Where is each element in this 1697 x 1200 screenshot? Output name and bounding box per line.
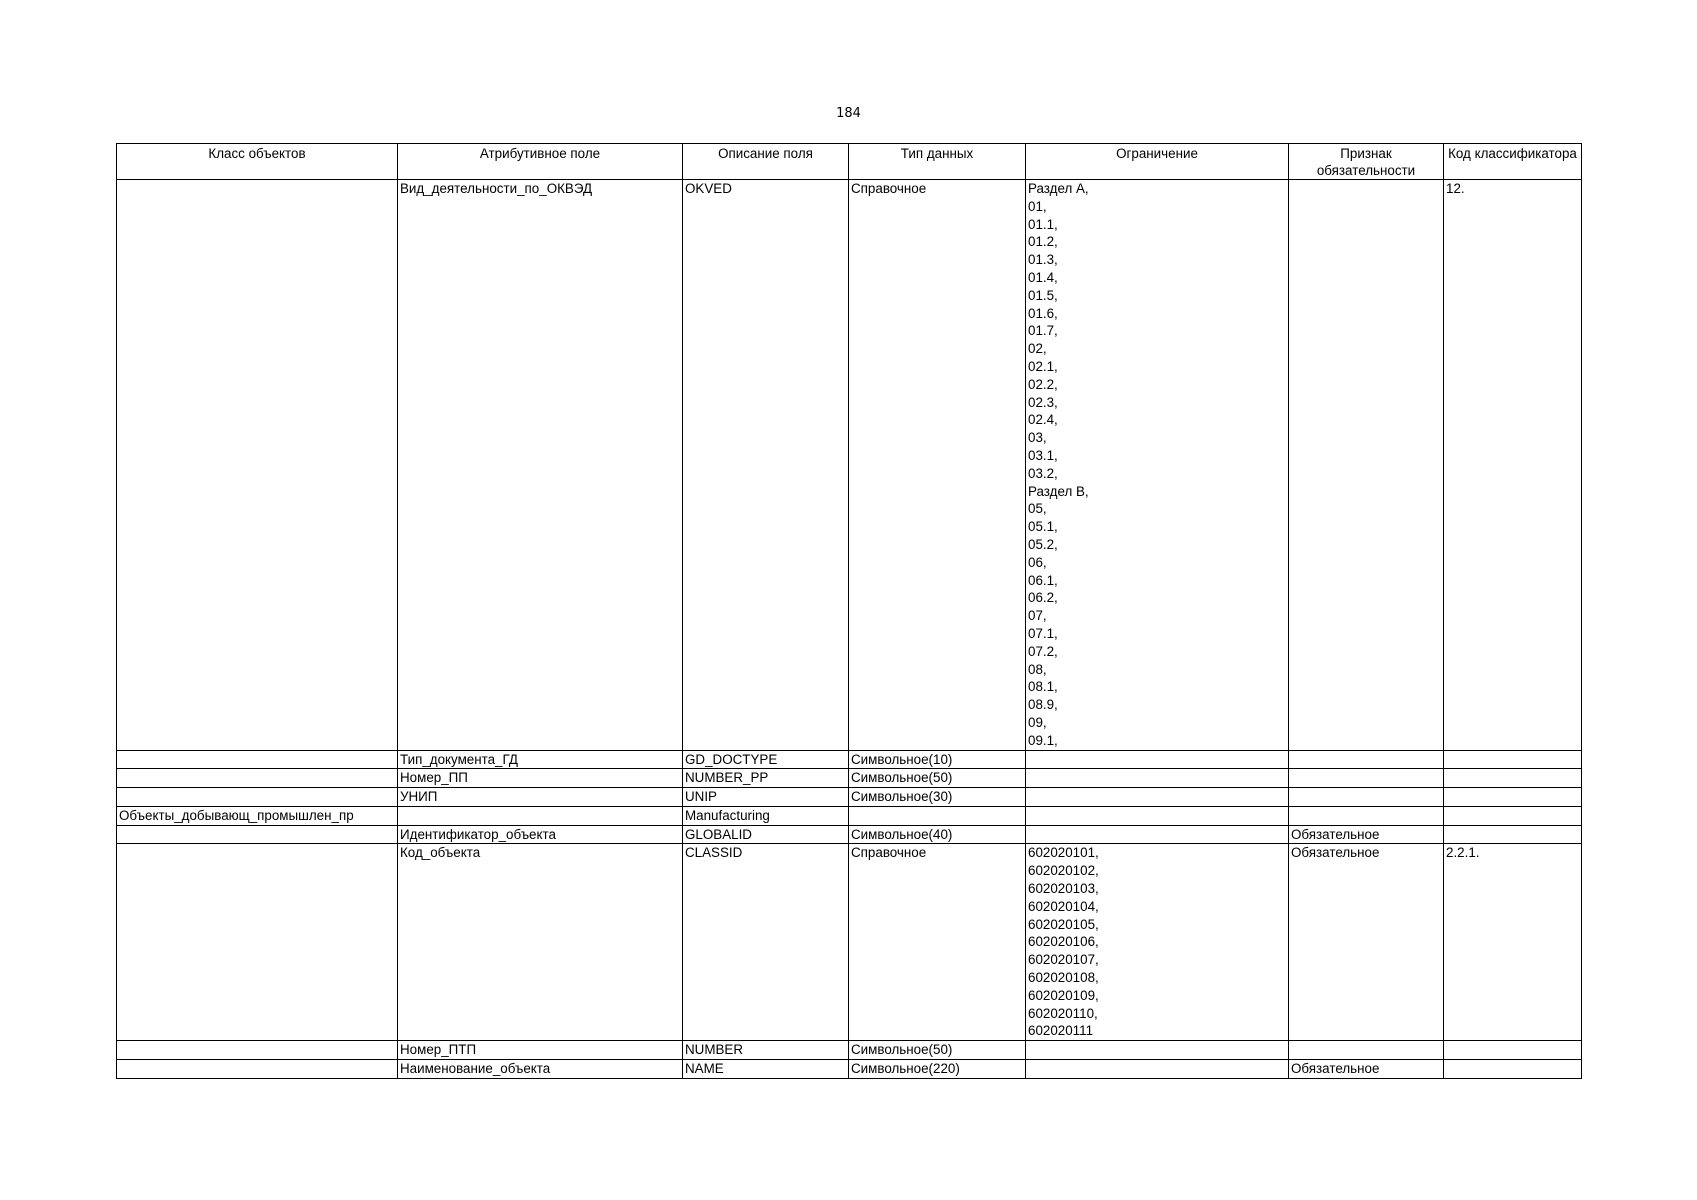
constraint-line: 01, <box>1028 198 1047 214</box>
cell-description: GD_DOCTYPE <box>683 750 849 769</box>
cell-attribute: Номер_ПТП <box>398 1041 683 1060</box>
cell-attribute: Номер_ПП <box>398 769 683 788</box>
constraint-line: 03.1, <box>1028 447 1058 463</box>
constraint-line: 602020105, <box>1028 916 1099 932</box>
constraint-line: 05.1, <box>1028 519 1058 535</box>
cell-constraint <box>1026 806 1289 825</box>
cell-type: Символьное(30) <box>849 788 1026 807</box>
cell-code <box>1444 806 1582 825</box>
cell-code <box>1444 825 1582 844</box>
header-description: Описание поля <box>683 144 849 180</box>
constraint-line: 07, <box>1028 608 1047 624</box>
cell-required: Обязательное <box>1289 825 1444 844</box>
cell-constraint <box>1026 750 1289 769</box>
cell-description: NUMBER <box>683 1041 849 1060</box>
cell-attribute <box>398 806 683 825</box>
constraint-line: 602020108, <box>1028 970 1099 986</box>
constraint-line: 09.1, <box>1028 732 1058 748</box>
cell-class <box>117 769 398 788</box>
cell-description: Manufacturing <box>683 806 849 825</box>
constraint-line: 06, <box>1028 554 1047 570</box>
cell-required <box>1289 1041 1444 1060</box>
constraint-line: 05, <box>1028 501 1047 517</box>
cell-class <box>117 1041 398 1060</box>
constraint-line: 01.5, <box>1028 287 1058 303</box>
cell-description: UNIP <box>683 788 849 807</box>
cell-code <box>1444 750 1582 769</box>
table-row <box>117 1041 1582 1060</box>
cell-type: Справочное <box>849 180 1026 751</box>
cell-required <box>1289 750 1444 769</box>
constraint-line: 01.4, <box>1028 269 1058 285</box>
cell-class <box>117 1060 398 1079</box>
cell-description: CLASSID <box>683 844 849 1041</box>
cell-required: Обязательное <box>1289 844 1444 1041</box>
table-row <box>117 825 1582 844</box>
cell-constraint <box>1026 1060 1289 1079</box>
constraint-line: 01.7, <box>1028 323 1058 339</box>
cell-required: Обязательное <box>1289 1060 1444 1079</box>
cell-attribute: УНИП <box>398 788 683 807</box>
cell-constraint <box>1026 769 1289 788</box>
cell-attribute: Идентификатор_объекта <box>398 825 683 844</box>
cell-class <box>117 844 398 1041</box>
constraint-line: 602020109, <box>1028 987 1099 1003</box>
constraint-line: 09, <box>1028 714 1047 730</box>
cell-code: 12. <box>1444 180 1582 751</box>
header-constraint: Ограничение <box>1026 144 1289 180</box>
table-row <box>117 806 1582 825</box>
cell-class <box>117 788 398 807</box>
cell-class <box>117 825 398 844</box>
table-header-row <box>117 144 1582 180</box>
header-code: Код классификатора <box>1444 144 1582 180</box>
cell-code <box>1444 1041 1582 1060</box>
cell-type <box>849 806 1026 825</box>
constraint-line: 06.1, <box>1028 572 1058 588</box>
cell-attribute: Наименование_объекта <box>398 1060 683 1079</box>
table-row <box>117 769 1582 788</box>
constraint-line: 02.4, <box>1028 412 1058 428</box>
cell-required <box>1289 806 1444 825</box>
page-number: 184 <box>836 106 861 121</box>
cell-required <box>1289 180 1444 751</box>
cell-code <box>1444 788 1582 807</box>
constraint-line: 08.1, <box>1028 679 1058 695</box>
table-row <box>117 788 1582 807</box>
constraint-line: 01.6, <box>1028 305 1058 321</box>
constraint-line: 07.2, <box>1028 643 1058 659</box>
header-attribute: Атрибутивное поле <box>398 144 683 180</box>
table-row <box>117 750 1582 769</box>
cell-description: NAME <box>683 1060 849 1079</box>
cell-class: Объекты_добывающ_промышлен_пр <box>117 806 398 825</box>
constraint-line: 602020111 <box>1028 1023 1094 1039</box>
constraint-line: 602020103, <box>1028 881 1099 897</box>
constraint-line: 602020102, <box>1028 863 1099 879</box>
constraint-line: 02, <box>1028 341 1047 357</box>
cell-description: NUMBER_PP <box>683 769 849 788</box>
cell-type: Символьное(50) <box>849 769 1026 788</box>
constraint-line: 02.2, <box>1028 376 1058 392</box>
cell-required <box>1289 769 1444 788</box>
constraint-line: Раздел B, <box>1028 483 1089 499</box>
constraint-line: 08.9, <box>1028 697 1058 713</box>
constraint-line: 602020101, <box>1028 845 1099 861</box>
constraint-line: 602020104, <box>1028 898 1099 914</box>
constraint-line: Раздел A, <box>1028 181 1089 196</box>
cell-code: 2.2.1. <box>1444 844 1582 1041</box>
constraint-line: 06.2, <box>1028 590 1058 606</box>
constraint-line: 08, <box>1028 661 1047 677</box>
cell-code <box>1444 769 1582 788</box>
constraint-line: 602020110, <box>1028 1005 1098 1021</box>
cell-constraint <box>1026 825 1289 844</box>
cell-attribute: Код_объекта <box>398 844 683 1041</box>
constraint-line: 01.2, <box>1028 234 1058 250</box>
constraint-line: 01.1, <box>1028 216 1058 232</box>
constraint-line: 07.1, <box>1028 625 1058 641</box>
cell-constraint <box>1026 1041 1289 1060</box>
cell-type: Справочное <box>849 844 1026 1041</box>
header-required: Признак обязательности <box>1289 144 1444 180</box>
header-type: Тип данных <box>849 144 1026 180</box>
cell-constraint <box>1026 180 1289 751</box>
header-class: Класс объектов <box>117 144 398 180</box>
cell-type: Символьное(220) <box>849 1060 1026 1079</box>
cell-attribute: Тип_документа_ГД <box>398 750 683 769</box>
table-row <box>117 1060 1582 1079</box>
constraint-line: 602020107, <box>1028 952 1099 968</box>
constraint-line: 05.2, <box>1028 536 1058 552</box>
constraint-line: 03, <box>1028 430 1047 446</box>
cell-required <box>1289 788 1444 807</box>
constraint-line: 602020106, <box>1028 934 1099 950</box>
cell-type: Символьное(10) <box>849 750 1026 769</box>
cell-type: Символьное(40) <box>849 825 1026 844</box>
table-body <box>117 180 1582 1079</box>
constraint-line: 01.3, <box>1028 252 1058 268</box>
table-row <box>117 844 1582 1041</box>
cell-description: GLOBALID <box>683 825 849 844</box>
cell-code <box>1444 1060 1582 1079</box>
cell-attribute: Вид_деятельности_по_ОКВЭД <box>398 180 683 751</box>
cell-type: Символьное(50) <box>849 1041 1026 1060</box>
constraint-line: 02.1, <box>1028 358 1058 374</box>
cell-constraint <box>1026 788 1289 807</box>
constraint-line: 02.3, <box>1028 394 1058 410</box>
cell-description: OKVED <box>683 180 849 751</box>
table-row <box>117 180 1582 751</box>
cell-class <box>117 750 398 769</box>
cell-constraint <box>1026 844 1289 1041</box>
attribute-table <box>116 143 1582 1079</box>
constraint-line: 03.2, <box>1028 465 1058 481</box>
cell-class <box>117 180 398 751</box>
